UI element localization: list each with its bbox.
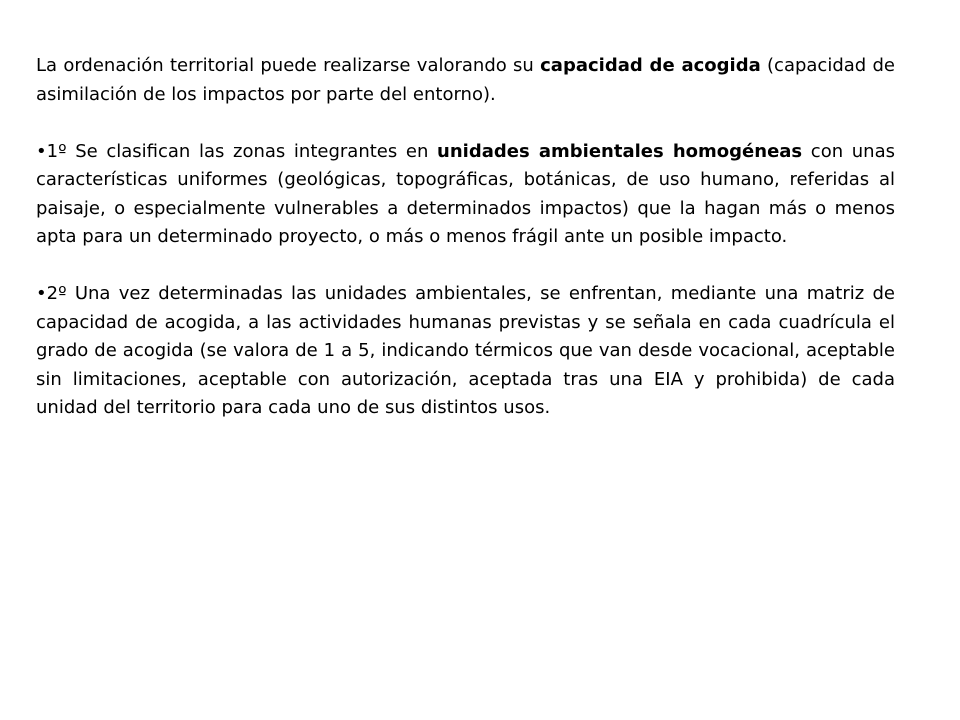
point-1-paragraph <box>36 138 895 252</box>
point-2-paragraph <box>36 280 895 423</box>
point-2-text: •2º Una vez determinadas las unidades ambientales, se enfrentan, mediante una matriz de capacidad de acogida, a las actividades humanas previstas y se señala en cada cuadrícula el grado de acogida (se valora de 1 a 5, indicando térmicos que van desde vocacional, aceptable sin limitaciones, aceptable con autorización, aceptada tras una EIA y prohibida) de cada unidad del territorio para cada uno de sus distintos usos. <box>36 283 895 418</box>
point-1-text-end: con unas características uniformes (geológicas, topográficas, botánicas, de uso humano, referidas al paisaje, o especialmente vulnerables a determinados impactos) que la hagan más o menos apta para un determinado proyecto, o más o menos frágil ante un posible impacto. <box>36 140 895 247</box>
slide-body <box>36 52 895 423</box>
intro-text-start: La ordenación territorial puede realizarse valorando su <box>36 55 541 76</box>
point-1-text-start: •1º Se clasifican las zonas integrantes en <box>36 140 438 162</box>
point-1-bold-term: unidades ambientales homogéneas <box>437 140 803 162</box>
intro-paragraph <box>36 52 895 109</box>
intro-text-end: (capacidad de asimilación de los impactos por parte del entorno). <box>36 55 895 105</box>
intro-bold-term: capacidad de acogida <box>540 55 761 76</box>
